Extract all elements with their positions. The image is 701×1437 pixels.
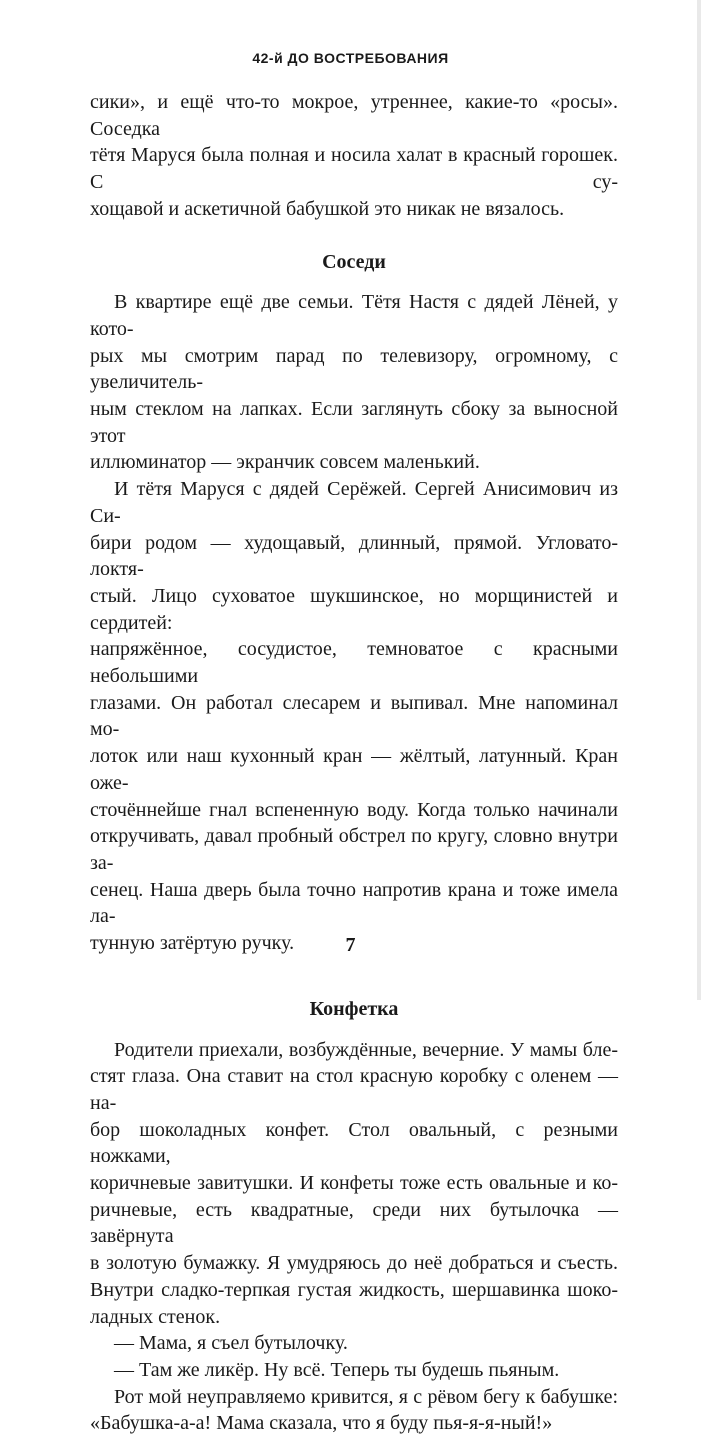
text-line: откручивать, давал пробный обстрел по кругу, словно внутри за- [90, 825, 618, 874]
text-line: ным стеклом на лапках. Если заглянуть сбоку за выносной этот [90, 398, 618, 447]
text-line: стый. Лицо суховатое шукшинское, но морщинистей и сердитей: [90, 584, 618, 634]
text-line: ричневые, есть квадратные, среди них бутылочка — завёрнута [90, 1198, 618, 1248]
text-line: напряжённое, сосудистое, темноватое с красными небольшими [90, 638, 618, 688]
text-line: хощавой и аскетичной бабушкой это никак не вязалось. [90, 197, 565, 220]
text-line: коричневые завитушки. И конфеты тоже есть овальные и ко- [90, 1172, 618, 1195]
text-line: И тётя Маруся с дядей Серёжей. Сергей Анисимович из Си- [90, 478, 618, 527]
text-line: тётя Маруся была полная и носила халат в красный горошек. С су- [90, 144, 618, 194]
running-head: 42-й ДО ВОСТРЕБОВАНИЯ [252, 50, 449, 66]
text-line: глазами. Он работал слесарем и выпивал. Мне напоминал мо- [90, 691, 618, 741]
text-line: тунную затёртую ручку. [90, 932, 295, 955]
text-line: рых мы смотрим парад по телевизору, огромному, с увеличитель- [90, 344, 618, 394]
body-text [90, 89, 618, 1437]
text-line: В квартире ещё две семьи. Тётя Настя с дядей Лёней, у кото- [90, 291, 618, 340]
text-line: бор шоколадных конфет. Стол овальный, с резными ножками, [90, 1118, 618, 1168]
page-number: 7 [345, 934, 356, 956]
text-line: ладных стенок. [90, 1305, 221, 1328]
text-line: иллюминатор — экранчик совсем маленький. [90, 451, 480, 474]
text-line: сенец. Наша дверь была точно напротив крана и тоже имела ла- [90, 878, 618, 928]
dialogue-line: — Мама, я съел бутылочку. [114, 1332, 348, 1355]
section-heading-konfetka: Конфетка [309, 997, 399, 1020]
text-line: в золотую бумажку. Я умудряюсь до неё добраться и съесть. [90, 1252, 618, 1275]
text-line: лоток или наш кухонный кран — жёлтый, латунный. Кран оже- [90, 745, 618, 794]
text-line: бири родом — худощавый, длинный, прямой. Угловато-локтя- [90, 531, 618, 581]
text-line: Внутри сладко-терпкая густая жидкость, шершавинка шоко- [90, 1278, 618, 1301]
page-edge-shadow [697, 0, 701, 1000]
text-line: сточённейше гнал вспененную воду. Когда только начинали [90, 798, 618, 821]
dialogue-line: — Там же ликёр. Ну всё. Теперь ты будешь пьяным. [114, 1358, 560, 1381]
text-line: Родители приехали, возбуждённые, вечерние. У мамы бле- [114, 1038, 618, 1061]
text-line: «Бабушка-а-а! Мама сказала, что я буду пья-я-я-ный!» [90, 1412, 553, 1435]
section-heading-sosedi: Соседи [322, 250, 386, 273]
text-line: сики», и ещё что-то мокрое, утреннее, какие-то «росы». Соседка [90, 91, 618, 140]
text-line: стят глаза. Она ставит на стол красную коробку с оленем — на- [90, 1065, 618, 1114]
text-line: Рот мой неуправляемо кривится, я с рёвом бегу к бабушке: [114, 1385, 618, 1408]
